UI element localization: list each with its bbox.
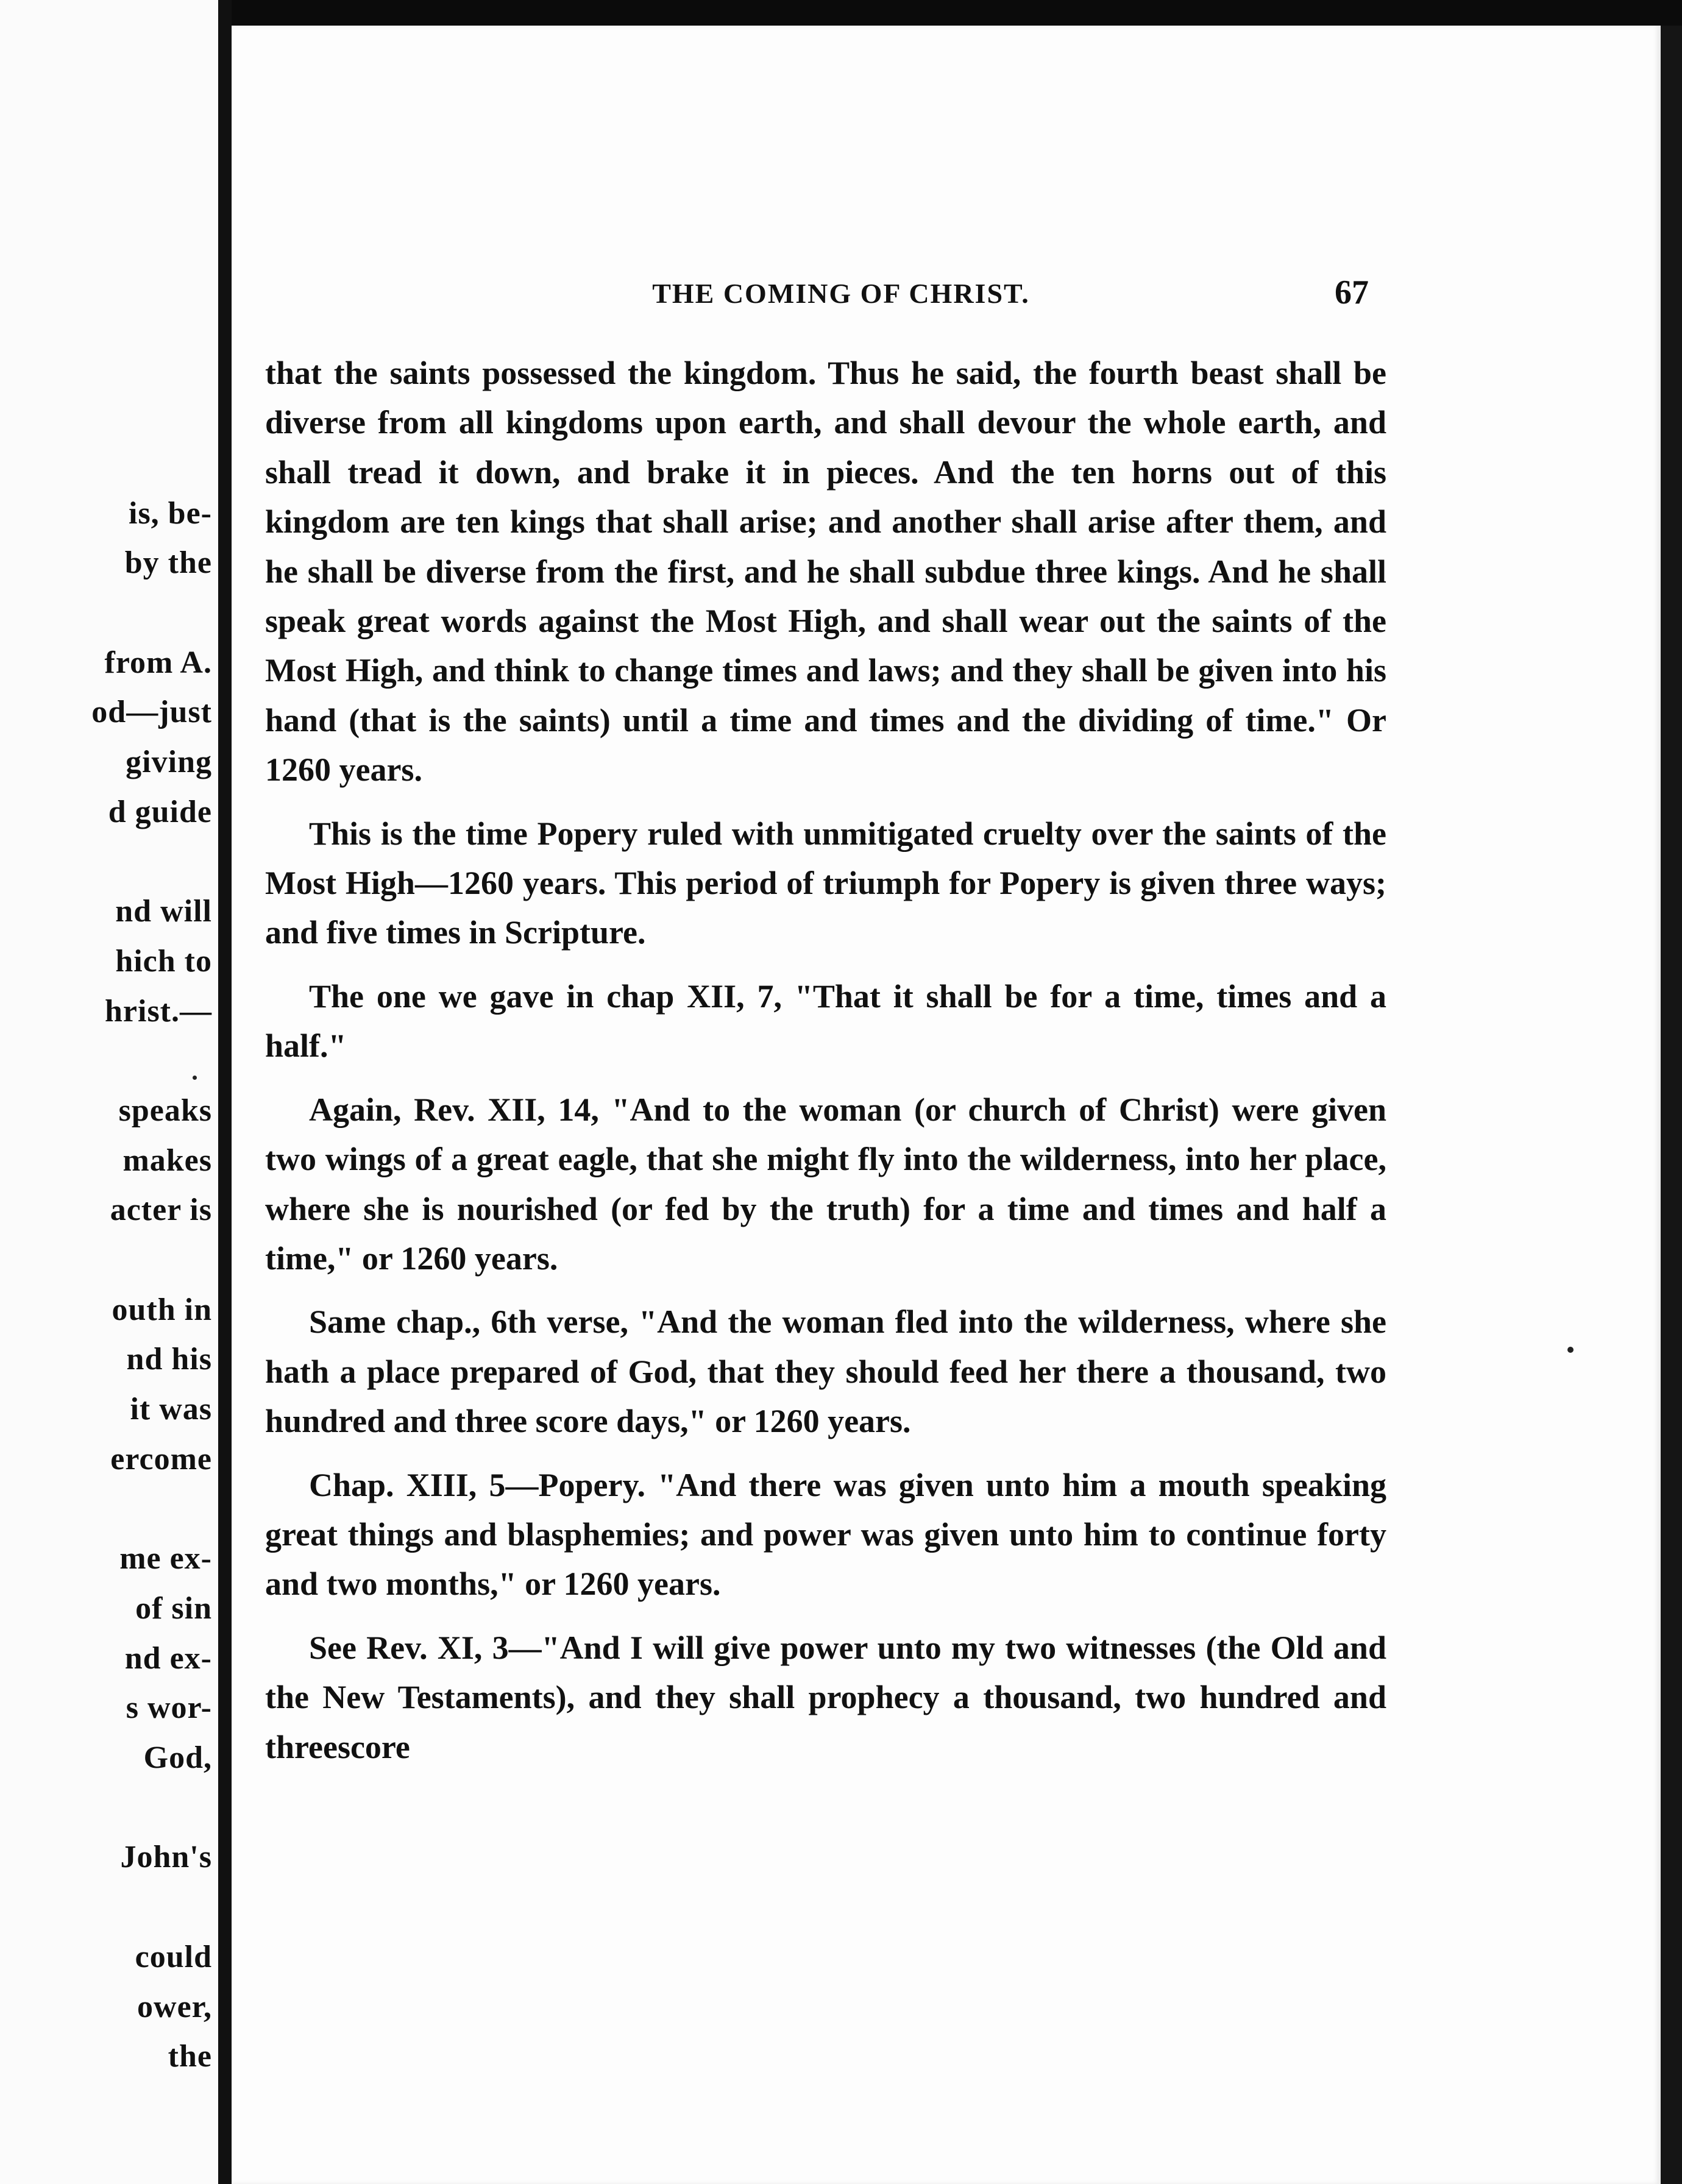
facing-page-line: od—just <box>91 695 212 730</box>
facing-page-line: outh in <box>112 1292 212 1327</box>
page-edge-shadow <box>1661 26 1682 2184</box>
facing-page-line: hich to <box>115 943 212 979</box>
paragraph: Same chap., 6th verse, "And the woman fled into the wilderness, where she hath a place prepared of God, that they should feed her there a thousand, two hundred and three score days," or 1260 years. <box>265 1303 1386 1440</box>
facing-page-line: from A. <box>104 645 212 680</box>
facing-page-line: d guide <box>108 794 212 829</box>
facing-page-line: hrist.— <box>105 993 212 1029</box>
paragraph: See Rev. XI, 3—"And I will give power unto my two witnesses (the Old and the New Testaments), and they shall prophecy a thousand, two hundred and threescore <box>265 1629 1386 1765</box>
facing-page-line: acter is <box>110 1193 212 1228</box>
facing-page-line: God, <box>143 1740 212 1776</box>
paragraph: Chap. XIII, 5—Popery. "And there was given unto him a mouth speaking great things and blasphemies; and power was given unto him to continue forty and two months," or 1260 years. <box>265 1466 1386 1603</box>
facing-page-line: nd ex- <box>124 1640 212 1676</box>
page-number: 67 <box>1335 274 1369 311</box>
ink-speck <box>1567 1347 1574 1353</box>
paragraph: Again, Rev. XII, 14, "And to the woman (or church of Christ) were given two wings of a great eagle, that she might fly into the wilderness, into her place, where she is nourished (or fed by the truth) for a time and times and half a time," or 1260 years. <box>265 1091 1386 1277</box>
facing-page-line: s wor- <box>126 1690 212 1726</box>
ink-speck <box>193 1076 197 1080</box>
book-gutter <box>218 0 232 2184</box>
facing-page-line: the <box>168 2039 212 2074</box>
facing-page-line: it was <box>130 1392 212 1427</box>
facing-page-line: giving <box>126 745 212 780</box>
paragraph: that the saints possessed the kingdom. Thus he said, the fourth beast shall be diverse from all kingdoms upon earth, and shall devour the whole earth, and shall tread it down, and brake it in pieces. And the ten horns out of this kingdom are ten kings that shall arise; and another shall arise after them, and he shall be diverse from the first, and he shall subdue three kings. And he shall speak great words against the Most High, and shall wear out the saints of the Most High, and think to change times and laws; and they shall be given into his hand (that is the saints) until a time and times and the dividing of time." Or 1260 years. <box>265 355 1386 789</box>
facing-page-line: makes <box>122 1143 212 1178</box>
body-text <box>265 349 1386 1786</box>
facing-page-line: nd will <box>115 894 212 929</box>
facing-page-line: ercome <box>110 1441 212 1477</box>
paragraph: This is the time Popery ruled with unmitigated cruelty over the saints of the Most High—1260 years. This period of triumph for Popery is given three ways; and five times in Scripture. <box>265 815 1386 951</box>
facing-page-line: ower, <box>137 1989 212 2024</box>
running-head: THE COMING OF CHRIST. <box>652 278 1030 309</box>
facing-page-line: is, be- <box>129 495 212 531</box>
facing-page-line: John's <box>120 1840 212 1875</box>
facing-page-line: of sin <box>135 1590 212 1626</box>
facing-page-line: nd his <box>126 1342 212 1377</box>
facing-page-line: speaks <box>118 1093 212 1128</box>
facing-page-line: me ex- <box>119 1541 212 1576</box>
facing-page-line: could <box>135 1939 212 1974</box>
facing-page-line: by the <box>124 545 212 581</box>
paragraph: The one we gave in chap XII, 7, "That it shall be for a time, times and a half." <box>265 977 1386 1065</box>
facing-page-fragment <box>0 0 218 2184</box>
